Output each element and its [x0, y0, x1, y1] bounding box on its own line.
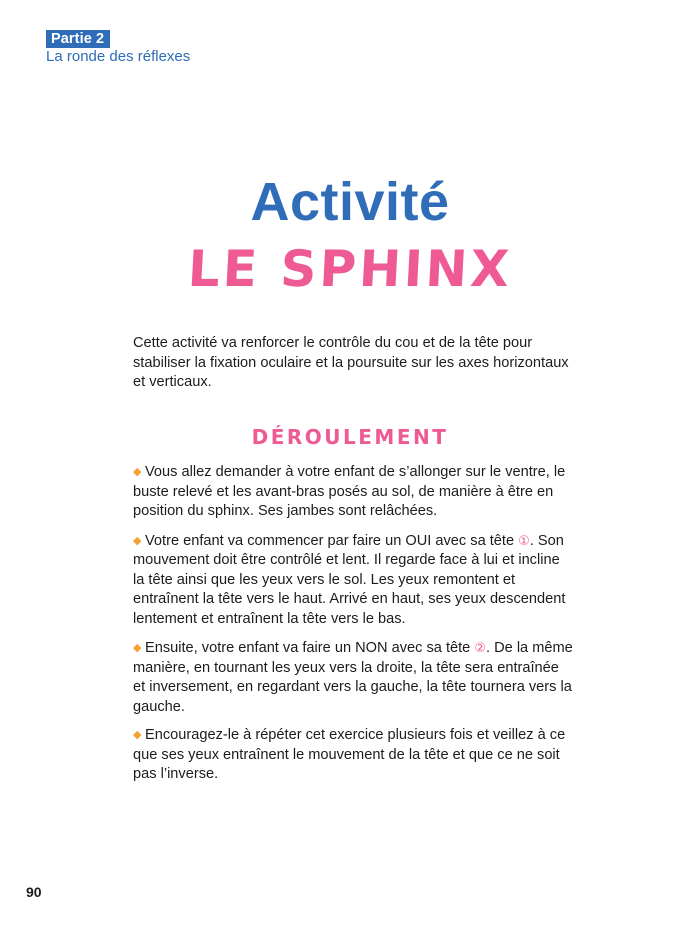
- step-text-continued: . De la même manière, en tournant les yeux vers la droite, la tête sera entraînée et inversement, en regardant vers la gauche, la tête tournera vers la gauche.: [133, 640, 573, 715]
- step-item: [133, 463, 573, 522]
- part-title: La ronde des réflexes: [46, 48, 191, 65]
- step-item: [133, 726, 573, 785]
- step-text: Encouragez-le à répéter cet exercice plusieurs fois et veillez à ce que ses yeux entraînent le mouvement de la tête et que ce ne soit pas l’inverse.: [133, 727, 566, 782]
- diamond-bullet-icon: ◆: [133, 466, 142, 478]
- step-text: Ensuite, votre enfant va faire un NON avec sa tête: [145, 640, 475, 656]
- activity-title-block: [0, 172, 700, 300]
- intro-paragraph: Cette activité va renforcer le contrôle du cou et de la tête pour stabiliser la fixation oculaire et la poursuite sur les axes horizontaux et verticaux.: [133, 335, 569, 390]
- step-text: Votre enfant va commencer par faire un OUI avec sa tête: [145, 532, 519, 549]
- diamond-bullet-icon: ◆: [133, 729, 142, 741]
- page-header: [46, 30, 190, 66]
- step-text-continued: . Son mouvement doit être contrôlé et lent. Il regarde face à lui et incline la tête ainsi que les yeux vers le sol. Les yeux remontent et entraînent la tête vers le haut. Arrivé en haut, ses yeux descendent lentement et entraînent la tête vers le bas.: [133, 532, 566, 627]
- circled-number-2-icon: ②: [474, 640, 486, 655]
- page-number: 90: [26, 884, 42, 900]
- activity-name: LE SPHINX: [186, 240, 514, 298]
- step-text: Vous allez demander à votre enfant de s’allonger sur le ventre, le buste relevé et les avant-bras posés au sol, de manière à être en position du sphinx. Ses jambes sont relâchées.: [133, 464, 566, 519]
- step-item: [133, 638, 573, 717]
- step-item: [133, 531, 573, 630]
- steps-list: [133, 463, 573, 794]
- diamond-bullet-icon: ◆: [133, 642, 142, 654]
- diamond-bullet-icon: ◆: [133, 534, 142, 547]
- part-badge: Partie 2: [46, 30, 110, 48]
- activity-title: Activité: [250, 172, 450, 232]
- circled-number-1-icon: ①: [518, 532, 530, 548]
- section-heading: DÉROULEMENT: [251, 425, 449, 449]
